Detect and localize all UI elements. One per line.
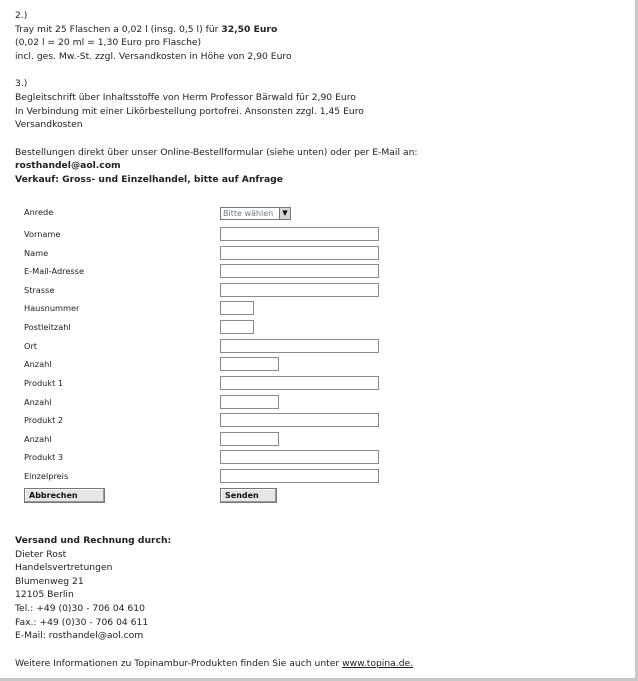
contact-name: Dieter Rost bbox=[15, 548, 67, 560]
form-row-zip bbox=[24, 320, 404, 336]
contact-email: E-Mail: rosthandel@aol.com bbox=[15, 630, 144, 642]
email-input[interactable] bbox=[220, 264, 379, 278]
offer-section bbox=[15, 9, 615, 187]
field-label: Anzahl bbox=[24, 359, 52, 369]
field-label: Produkt 3 bbox=[24, 452, 64, 462]
form-row-email bbox=[24, 264, 404, 280]
offer-text: Tray mit 25 Flaschen a 0,02 l (insg. 0,5 l) für bbox=[15, 23, 222, 35]
contact-street: Blumenweg 21 bbox=[15, 575, 84, 587]
offer-line: (0,02 l = 20 ml = 1,30 Euro pro Flasche) bbox=[15, 37, 202, 49]
field-label: Ort bbox=[24, 341, 38, 351]
salutation-label: Anrede bbox=[24, 207, 54, 217]
form-row-quantity-2 bbox=[24, 395, 404, 411]
info-text: Weitere Informationen zu Topinambur-Produkten finden Sie auch unter bbox=[15, 657, 343, 669]
housenumber-input[interactable] bbox=[220, 301, 254, 315]
city-input[interactable] bbox=[220, 339, 379, 353]
field-label: Name bbox=[24, 248, 49, 258]
field-label: Anzahl bbox=[24, 434, 52, 444]
form-row-city bbox=[24, 339, 404, 355]
field-label: E-Mail-Adresse bbox=[24, 266, 84, 276]
lastname-input[interactable] bbox=[220, 246, 379, 260]
field-label: Strasse bbox=[24, 285, 55, 295]
field-label: Hausnummer bbox=[24, 303, 80, 313]
contact-city: 12105 Berlin bbox=[15, 589, 74, 601]
form-row-quantity-1 bbox=[24, 357, 404, 373]
offer-item-2 bbox=[15, 9, 615, 63]
info-line bbox=[15, 657, 615, 671]
sales-note: Verkauf: Gross- und Einzelhandel, bitte auf Anfrage bbox=[15, 173, 283, 185]
field-label: Postleitzahl bbox=[24, 322, 71, 332]
unit-price-input[interactable] bbox=[220, 469, 379, 483]
firstname-input[interactable] bbox=[220, 227, 379, 241]
send-button[interactable]: Senden bbox=[220, 488, 277, 503]
dropdown-arrow-icon[interactable]: ▼ bbox=[279, 208, 290, 219]
quantity-1-input[interactable] bbox=[220, 357, 279, 371]
contact-heading: Versand und Rechnung durch: bbox=[15, 535, 172, 546]
cancel-button[interactable]: Abbrechen bbox=[24, 488, 105, 503]
form-row-product-2 bbox=[24, 413, 404, 429]
offer-item-3 bbox=[15, 77, 615, 131]
offer-line bbox=[15, 23, 615, 37]
contact-tel: Tel.: +49 (0)30 - 706 04 610 bbox=[15, 602, 145, 614]
quantity-3-input[interactable] bbox=[220, 432, 279, 446]
salutation-select-value: Bitte wählen bbox=[223, 209, 274, 218]
contact-company: Handelsvertretungen bbox=[15, 562, 113, 574]
salutation-select[interactable] bbox=[220, 207, 291, 220]
form-row-firstname bbox=[24, 227, 404, 243]
topina-link[interactable]: www.topina.de. bbox=[342, 657, 414, 669]
form-row-housenumber bbox=[24, 301, 404, 317]
quantity-2-input[interactable] bbox=[220, 395, 279, 409]
field-label: Produkt 2 bbox=[24, 415, 64, 425]
zip-input[interactable] bbox=[220, 320, 254, 334]
form-row-lastname bbox=[24, 246, 404, 262]
product-2-input[interactable] bbox=[220, 413, 379, 427]
offer-line: incl. ges. Mw.-St. zzgl. Versandkosten in Höhe von 2,90 Euro bbox=[15, 50, 292, 62]
contact-section bbox=[15, 534, 615, 670]
product-1-input[interactable] bbox=[220, 376, 379, 390]
form-row-street bbox=[24, 283, 404, 299]
product-3-input[interactable] bbox=[220, 450, 379, 464]
offer-line: Versandkosten bbox=[15, 119, 83, 131]
contact-fax: Fax.: +49 (0)30 - 706 04 611 bbox=[15, 616, 149, 628]
street-input[interactable] bbox=[220, 283, 379, 297]
offer-number: 2.) bbox=[15, 10, 28, 21]
order-note: Bestellungen direkt über unser Online-Bestellformular (siehe unten) oder per E-Mail an: bbox=[15, 146, 418, 158]
offer-line: Begleitschrift über Inhaltsstoffe von Herm Professor Bärwald für 2,90 Euro bbox=[15, 91, 356, 103]
form-row-product-3 bbox=[24, 450, 404, 466]
field-label: Einzelpreis bbox=[24, 471, 69, 481]
form-row-product-1 bbox=[24, 376, 404, 392]
offer-price: 32,50 Euro bbox=[221, 23, 278, 35]
offer-line: In Verbindung mit einer Likörbestellung portofrei. Ansonsten zzgl. 1,45 Euro bbox=[15, 105, 364, 117]
order-email: rosthandel@aol.com bbox=[15, 160, 121, 172]
field-label: Produkt 1 bbox=[24, 378, 64, 388]
offer-number: 3.) bbox=[15, 78, 28, 90]
field-label: Anzahl bbox=[24, 397, 52, 407]
form-row-quantity-3 bbox=[24, 432, 404, 448]
form-row-salutation bbox=[24, 205, 404, 221]
form-row-unit-price bbox=[24, 469, 404, 485]
field-label: Vorname bbox=[24, 229, 61, 239]
form-row-buttons bbox=[24, 488, 404, 504]
